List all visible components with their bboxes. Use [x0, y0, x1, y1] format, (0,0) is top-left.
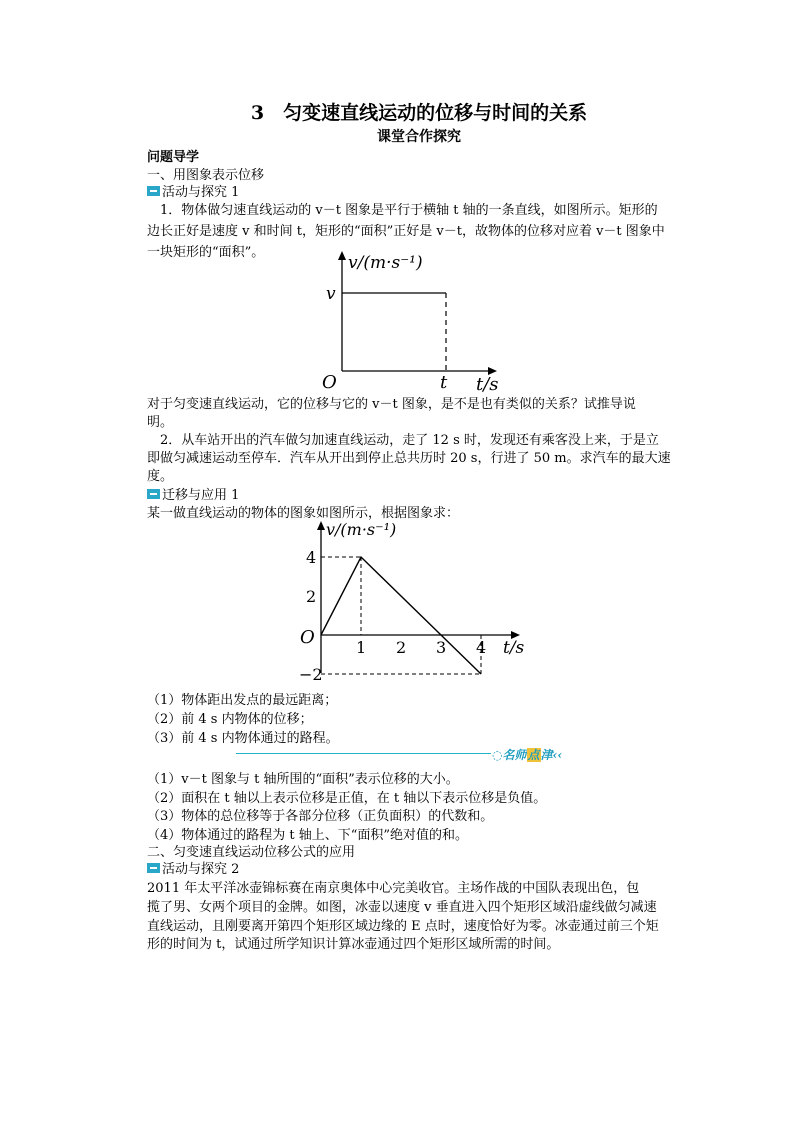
- activity-tag-2: [147, 858, 239, 877]
- chart-x-tick-label: 3: [436, 638, 447, 657]
- chart-x-tick-label: 4: [476, 638, 487, 657]
- chart-y-tick-label: −2: [299, 665, 323, 684]
- arrow-tag-icon: [147, 863, 160, 873]
- badge-prefix: 名师: [502, 748, 527, 762]
- tips-divider: [236, 753, 491, 754]
- graph1-t-label: t: [440, 372, 448, 393]
- transfer-tag-1-label: 迁移与应用 1: [162, 488, 240, 503]
- q2-line-1: 2．从车站开出的汽车做匀加速直线运动，走了 12 s 时，发现还有乘客没上来，于是立: [160, 433, 659, 448]
- tip-4: （4）物体通过的路程为 t 轴上、下“面积”绝对值的和。: [147, 828, 469, 843]
- question-3: （3）前 4 s 内物体通过的路程。: [147, 731, 339, 746]
- transfer-tag-1: [147, 484, 239, 503]
- part2-line-4: 形的时间为 t，试通过所学知识计算冰壶通过四个矩形区域所需的时间。: [147, 937, 560, 952]
- tips-badge: [492, 746, 562, 763]
- graph1-x-label: t/s: [476, 374, 499, 393]
- q2-line-3: 度。: [147, 469, 174, 484]
- part2-line-3: 直线运动，且刚要离开第四个矩形区域边缘的 E 点时，速度恰好为零。冰壶通过前三个矩: [147, 919, 659, 934]
- part2-line-1: 2011 年太平洋冰壶锦标赛在南京奥体中心完美收官。主场作战的中国队表现出色，包: [147, 881, 640, 896]
- page-title: 3 匀变速直线运动的位移与时间的关系: [250, 102, 588, 124]
- q1-line-1: 1．物体做匀速直线运动的 v－t 图象是平行于横轴 t 轴的一条直线，如图所示。矩形的: [160, 203, 658, 218]
- q1-line-2: 边长正好是速度 v 和时间 t，矩形的“面积”正好是 v－t，故物体的位移对应着 v－t 图象中: [147, 224, 665, 239]
- section-header: 问题导学: [147, 150, 200, 165]
- arrow-tag-icon: [147, 489, 160, 499]
- chart-origin-label: O: [300, 627, 315, 648]
- arrow-tag-icon: [147, 186, 160, 196]
- chart-y-label: v/(m·s⁻¹): [326, 520, 397, 539]
- chart-x-tick-label: 2: [396, 638, 407, 657]
- tip-1: （1）v－t 图象与 t 轴所围的“面积”表示位移的大小。: [147, 772, 459, 787]
- question-2: （2）前 4 s 内物体的位移；: [147, 712, 313, 727]
- page-subtitle: 课堂合作探究: [377, 129, 461, 145]
- part1-heading: 一、用图象表示位移: [147, 168, 265, 183]
- chart-x-tick-label: 1: [356, 638, 367, 657]
- uniform-motion-graph: [318, 247, 508, 393]
- q1-line-3: 一块矩形的“面积”。: [147, 245, 265, 260]
- q2-line-2: 即做匀减速运动至停车．汽车从开出到停止总共历时 20 s，行进了 50 m。求汽车的最大速: [147, 451, 671, 466]
- activity-tag-1-label: 活动与探究 1: [162, 185, 240, 200]
- chart-y-tick-label: 2: [306, 587, 317, 606]
- badge-dot-icon: ◌: [492, 748, 503, 762]
- vt-chart: [298, 515, 530, 687]
- graph1-y-arrow: [338, 251, 346, 260]
- transfer-intro: 某一做直线运动的物体的图象如图所示，根据图象求：: [147, 506, 460, 521]
- badge-highlight: 点: [527, 748, 540, 762]
- tip-3: （3）物体的总位移等于各部分位移（正负面积）的代数和。: [147, 809, 494, 824]
- part2-heading: 二、匀变速直线运动位移公式的应用: [147, 845, 356, 860]
- part2-line-2: 揽了男、女两个项目的金牌。如图，冰壶以速度 v 垂直进入四个矩形区域沿虚线做匀减速: [147, 900, 657, 915]
- chart-y-arrow: [317, 521, 325, 530]
- graph1-v-label: v: [326, 284, 336, 304]
- graph1-origin-label: O: [322, 372, 337, 393]
- double-chevron-icon: ‹‹: [552, 748, 563, 762]
- question-1: （1）物体距出发点的最远距离；: [147, 693, 338, 708]
- badge-suffix: 津: [540, 748, 553, 762]
- graph1-y-label: v/(m·s⁻¹): [348, 253, 423, 273]
- q1-follow-line-1: 对于匀变速直线运动，它的位移与它的 v－t 图象，是不是也有类似的关系？试推导说: [147, 397, 636, 412]
- q1-follow-line-2: 明。: [147, 415, 174, 430]
- chart-y-tick-label: 4: [306, 548, 317, 567]
- activity-tag-2-label: 活动与探究 2: [162, 862, 240, 877]
- tip-2: （2）面积在 t 轴以上表示位移是正值，在 t 轴以下表示位移是负值。: [147, 791, 547, 806]
- activity-tag-1: [147, 181, 239, 200]
- chart-x-label: t/s: [503, 638, 525, 658]
